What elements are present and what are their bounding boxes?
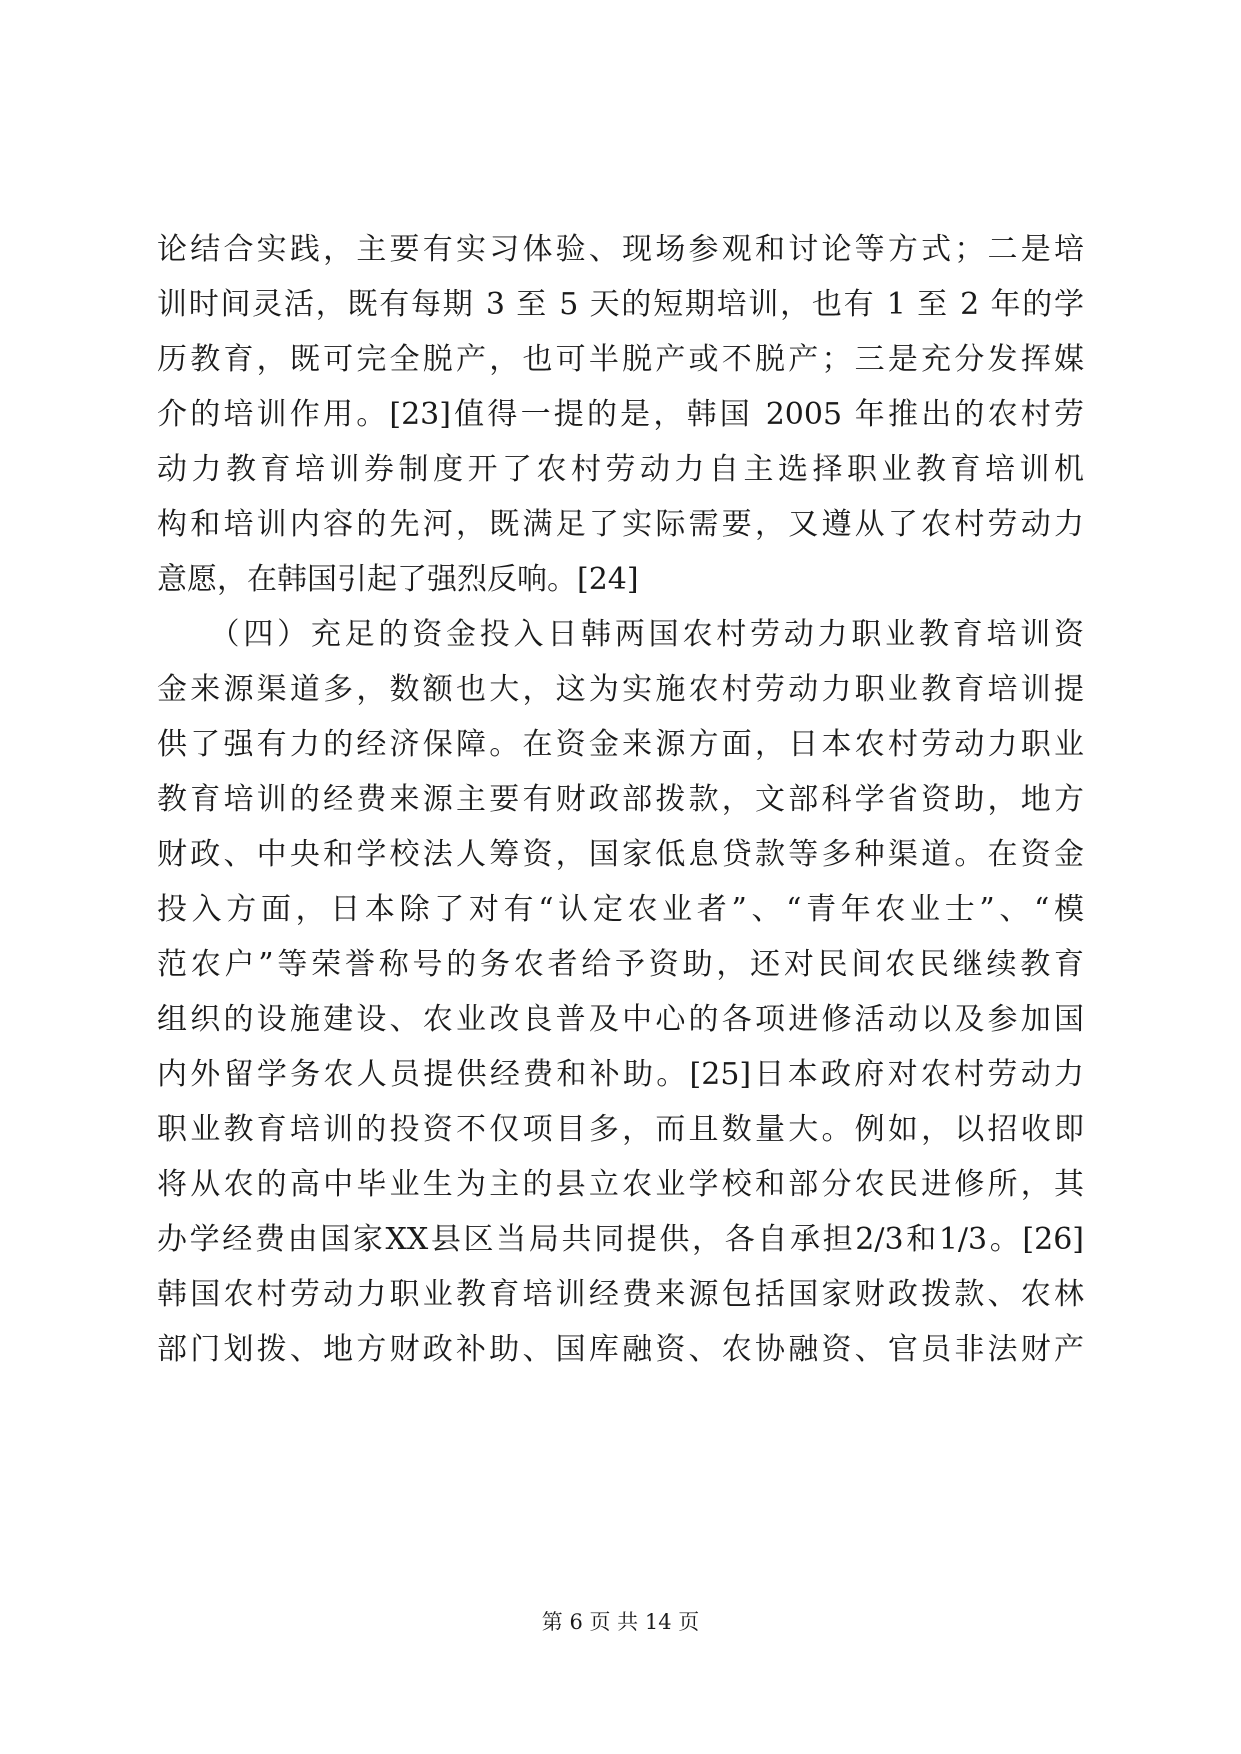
text-line-9: 金来源渠道多，数额也大，这为实施农村劳动力职业教育培训提 xyxy=(157,672,1084,707)
page-number-footer: 第 6 页 共 14 页 xyxy=(541,1610,700,1634)
text-line-20: 韩国农村劳动力职业教育培训经费来源包括国家财政拨款、农林 xyxy=(157,1277,1084,1312)
text-line-1: 论结合实践，主要有实习体验、现场参观和讨论等方式；二是培 xyxy=(157,232,1084,267)
text-line-19: 办学经费由国家XX县区当局共同提供，各自承担2/3和1/3。[26] xyxy=(157,1222,1084,1257)
text-line-7: 意愿，在韩国引起了强烈反响。[24] xyxy=(157,562,639,597)
text-line-18: 将从农的高中毕业生为主的县立农业学校和部分农民进修所，其 xyxy=(157,1167,1084,1202)
text-line-6: 构和培训内容的先河，既满足了实际需要，又遵从了农村劳动力 xyxy=(157,507,1084,542)
text-line-8: （四）充足的资金投入日韩两国农村劳动力职业教育培训资 xyxy=(157,617,1084,652)
text-line-5: 动力教育培训券制度开了农村劳动力自主选择职业教育培训机 xyxy=(157,452,1084,487)
text-line-16: 内外留学务农人员提供经费和补助。[25]日本政府对农村劳动力 xyxy=(157,1057,1084,1092)
text-line-14: 范农户”等荣誉称号的务农者给予资助，还对民间农民继续教育 xyxy=(157,947,1084,982)
text-line-10: 供了强有力的经济保障。在资金来源方面，日本农村劳动力职业 xyxy=(157,727,1084,762)
text-line-17: 职业教育培训的投资不仅项目多，而且数量大。例如，以招收即 xyxy=(157,1112,1084,1147)
text-line-13: 投入方面，日本除了对有“认定农业者”、“青年农业士”、“模 xyxy=(157,892,1084,927)
text-line-3: 历教育，既可完全脱产，也可半脱产或不脱产；三是充分发挥媒 xyxy=(157,342,1084,377)
text-line-2: 训时间灵活，既有每期 3 至 5 天的短期培训，也有 1 至 2 年的学 xyxy=(157,287,1084,322)
text-line-12: 财政、中央和学校法人筹资，国家低息贷款等多种渠道。在资金 xyxy=(157,837,1084,872)
text-line-15: 组织的设施建设、农业改良普及中心的各项进修活动以及参加国 xyxy=(157,1002,1084,1037)
text-line-4: 介的培训作用。[23]值得一提的是，韩国 2005 年推出的农村劳 xyxy=(157,397,1084,432)
text-line-21: 部门划拨、地方财政补助、国库融资、农协融资、官员非法财产 xyxy=(157,1332,1084,1367)
text-line-11: 教育培训的经费来源主要有财政部拨款，文部科学省资助，地方 xyxy=(157,782,1084,817)
